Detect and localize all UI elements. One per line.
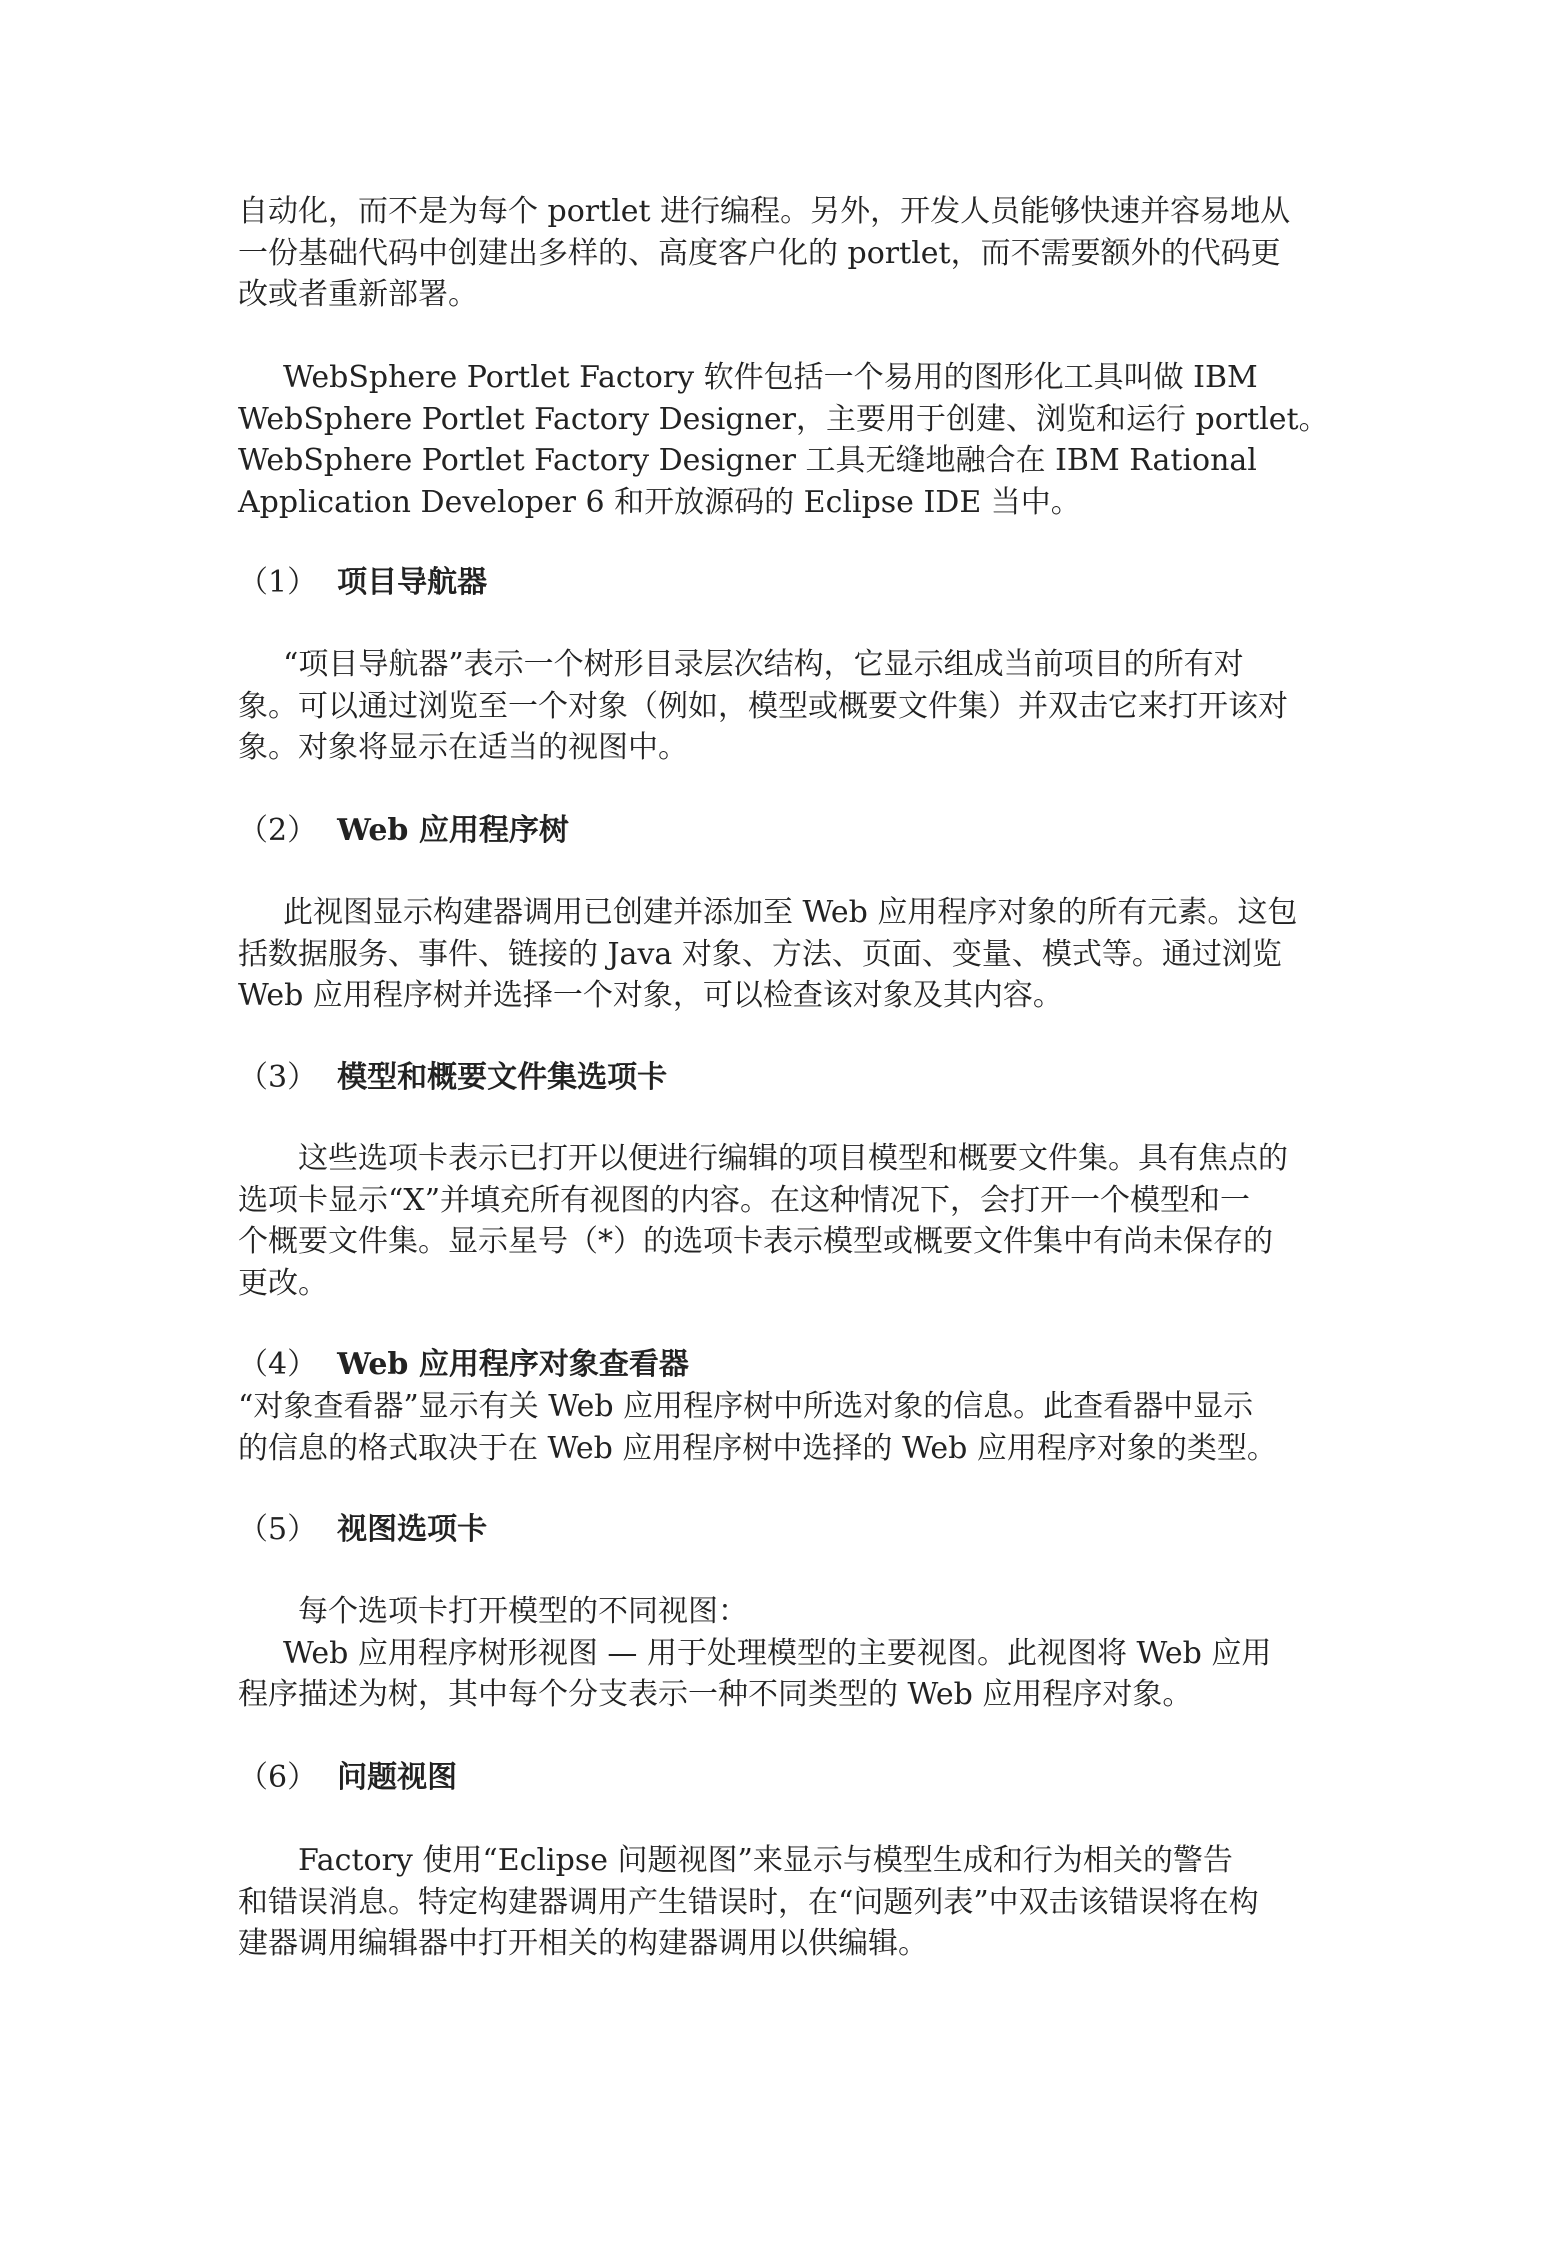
heading-title: 问题视图 — [337, 1760, 458, 1795]
text-line: Application Developer 6 和开放源码的 Eclipse IDE 当中。 — [238, 484, 1081, 520]
text-line: Web 应用程序树形视图 — 用于处理模型的主要视图。此视图将 Web 应用 — [283, 1635, 1272, 1671]
section-heading — [238, 1509, 1338, 1551]
text-line: 建器调用编辑器中打开相关的构建器调用以供编辑。 — [238, 1926, 928, 1961]
text-line: 选项卡显示“X”并填充所有视图的内容。在这种情况下，会打开一个模型和一 — [238, 1182, 1251, 1218]
heading-number: （2） — [238, 813, 318, 848]
section-heading — [238, 810, 1338, 852]
text-line: 象。可以通过浏览至一个对象（例如，模型或概要文件集）并双击它来打开该对 — [238, 688, 1288, 724]
paragraph — [238, 644, 1338, 769]
heading-title: 模型和概要文件集选项卡 — [337, 1060, 668, 1095]
paragraph — [238, 892, 1338, 1017]
text-line: Factory 使用“Eclipse 问题视图”来显示与模型生成和行为相关的警告 — [298, 1843, 1233, 1878]
heading-title: 项目导航器 — [337, 565, 488, 600]
text-line: 象。对象将显示在适当的视图中。 — [238, 730, 688, 765]
text-line: Web 应用程序树并选择一个对象，可以检查该对象及其内容。 — [238, 978, 1063, 1013]
paragraph — [238, 1138, 1338, 1304]
text-line: “对象查看器”显示有关 Web 应用程序树中所选对象的信息。此查看器中显示 — [238, 1389, 1254, 1424]
heading-title: Web 应用程序树 — [337, 813, 569, 848]
heading-number: （3） — [238, 1060, 318, 1095]
text-line: 的信息的格式取决于在 Web 应用程序树中选择的 Web 应用程序对象的类型。 — [238, 1430, 1277, 1466]
paragraph — [238, 191, 1338, 316]
text-line: WebSphere Portlet Factory Designer 工具无缝地融合在 IBM Rational — [238, 443, 1257, 478]
heading-number: （6） — [238, 1760, 318, 1795]
text-line: 括数据服务、事件、链接的 Java 对象、方法、页面、变量、模式等。通过浏览 — [238, 936, 1282, 972]
section-heading — [238, 562, 1338, 604]
heading-title: Web 应用程序对象查看器 — [337, 1347, 689, 1382]
paragraph — [238, 1840, 1338, 1965]
text-line: 这些选项卡表示已打开以便进行编辑的项目模型和概要文件集。具有焦点的 — [298, 1141, 1288, 1176]
text-line: 改或者重新部署。 — [238, 277, 478, 312]
heading-title: 视图选项卡 — [337, 1512, 488, 1547]
text-line: 每个选项卡打开模型的不同视图： — [298, 1594, 748, 1629]
paragraph — [238, 1386, 1338, 1469]
text-line: WebSphere Portlet Factory Designer，主要用于创建、浏览和运行 portlet。 — [238, 401, 1329, 437]
text-line: WebSphere Portlet Factory 软件包括一个易用的图形化工具叫做 IBM — [283, 360, 1258, 395]
paragraph — [238, 357, 1338, 523]
text-line: “项目导航器”表示一个树形目录层次结构，它显示组成当前项目的所有对 — [283, 647, 1244, 682]
text-line: 自动化，而不是为每个 portlet 进行编程。另外，开发人员能够快速并容易地从 — [238, 194, 1291, 229]
paragraph — [238, 1591, 1338, 1716]
heading-number: （5） — [238, 1512, 318, 1547]
text-line: 程序描述为树，其中每个分支表示一种不同类型的 Web 应用程序对象。 — [238, 1677, 1193, 1712]
section-heading — [238, 1757, 1338, 1799]
text-line: 一份基础代码中创建出多样的、高度客户化的 portlet，而不需要额外的代码更 — [238, 235, 1281, 271]
heading-number: （1） — [238, 565, 318, 600]
heading-number: （4） — [238, 1347, 318, 1382]
text-line: 和错误消息。特定构建器调用产生错误时，在“问题列表”中双击该错误将在构 — [238, 1884, 1259, 1920]
text-line: 个概要文件集。显示星号（*）的选项卡表示模型或概要文件集中有尚未保存的 — [238, 1224, 1273, 1259]
text-line: 此视图显示构建器调用已创建并添加至 Web 应用程序对象的所有元素。这包 — [283, 895, 1298, 930]
section-heading — [238, 1344, 1338, 1386]
text-line: 更改。 — [238, 1265, 328, 1301]
section-heading — [238, 1057, 1338, 1099]
